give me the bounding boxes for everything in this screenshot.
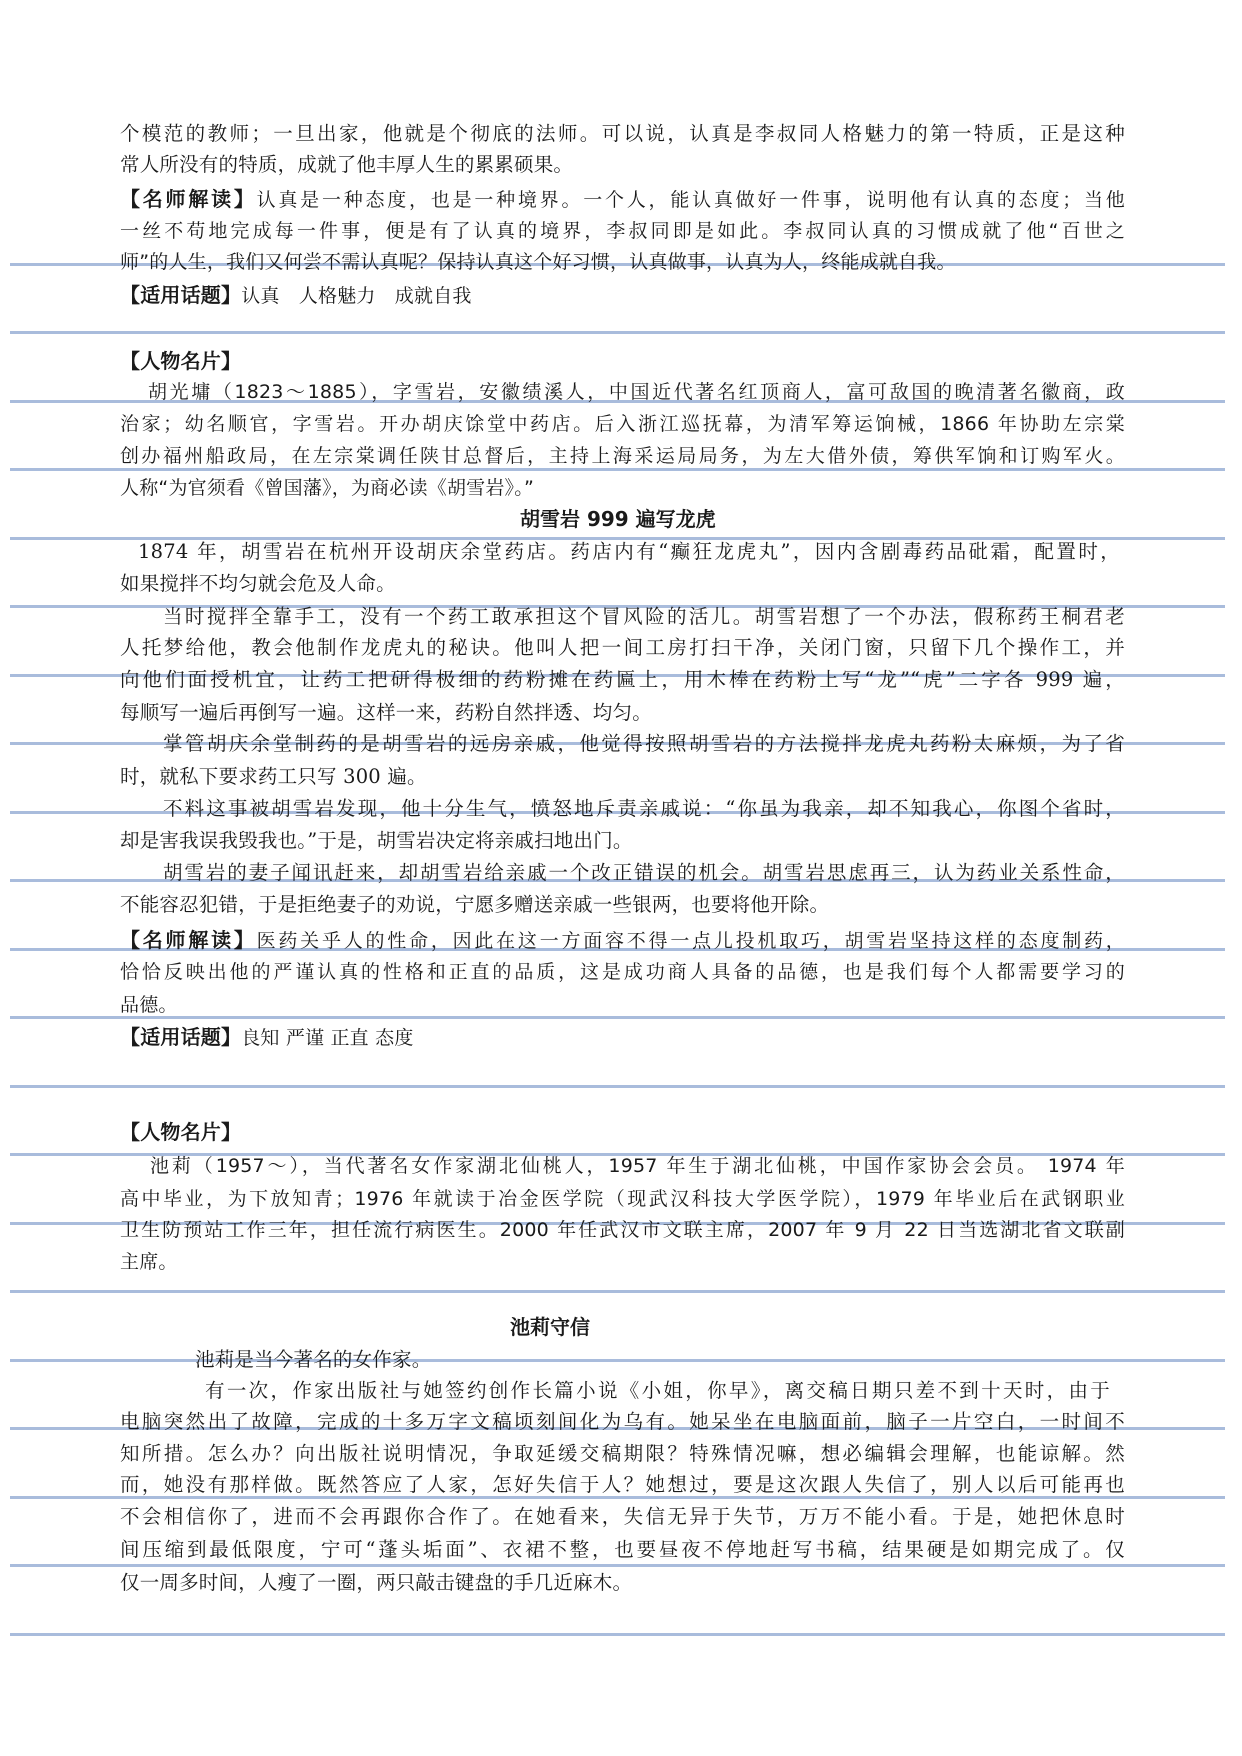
commentary-tag: 【名师解读】 <box>120 928 257 952</box>
rule-line <box>10 1290 1225 1293</box>
story-line: 人托梦给他，教会他制作龙虎丸的秘诀。他叫人把一间工房打扫干净，关闭门窗，只留下几个操作工，并 <box>120 636 1125 659</box>
profile-heading <box>120 1119 1125 1146</box>
commentary-line: 一丝不苟地完成每一件事，便是有了认真的境界，李叔同即是如此。李叔同认真的习惯成就了他“百世之 <box>120 220 1125 242</box>
story-line: 1874 年，胡雪岩在杭州开设胡庆余堂药店。药店内有“癫狂龙虎丸”，因内含剧毒药品砒霜，配置时， <box>138 540 1120 563</box>
commentary-line: 恰恰反映出他的严谨认真的性格和正直的品质，这是成功商人具备的品德，也是我们每个人都需要学习的 <box>120 961 1125 983</box>
profile-line: 胡光墉（1823～1885），字雪岩，安徽绩溪人，中国近代著名红顶商人，富可敌国的晚清著名徽商，政 <box>148 381 1125 403</box>
commentary-line <box>120 186 1125 213</box>
topics-line <box>120 1024 1125 1051</box>
story-line: 间压缩到最低限度，宁可“蓬头垢面”、衣裙不整，也要昼夜不停地赶写书稿，结果硬是如期完成了。仅 <box>120 1538 1125 1561</box>
paragraph-line: 个模范的教师；一旦出家，他就是个彻底的法师。可以说，认真是李叔同人格魅力的第一特质，正是这种 <box>120 122 1125 145</box>
story-title: 池莉守信 <box>510 1315 590 1339</box>
story-line: 有一次，作家出版社与她签约创作长篇小说《小姐，你早》，离交稿日期只差不到十天时，由于 <box>205 1379 1110 1402</box>
profile-line: 创办福州船政局，在左宗棠调任陕甘总督后，主持上海采运局局务，为左大借外债，筹供军饷和订购军火。 <box>120 445 1125 467</box>
story-line: 如果搅拌不均匀就会危及人命。 <box>120 572 396 595</box>
profile-line: 卫生防预站工作三年，担任流行病医生。2000 年任武汉市文联主席，2007 年 9 月 22 日当选湖北省文联副 <box>120 1219 1125 1241</box>
commentary-line: 师”的人生，我们又何尝不需认真呢？保持认真这个好习惯，认真做事，认真为人，终能成就自我。 <box>120 251 956 273</box>
story-line: 不能容忍犯错，于是拒绝妻子的劝说，宁愿多赠送亲戚一些银两，也要将他开除。 <box>120 893 830 916</box>
profile-line: 人称“为官须看《曾国藩》，为商必读《胡雪岩》。” <box>120 477 534 499</box>
rule-line <box>10 331 1225 334</box>
topics-tag: 【适用话题】 <box>120 283 242 307</box>
story-line: 每顺写一遍后再倒写一遍。这样一来，药粉自然拌透、均匀。 <box>120 701 652 724</box>
story-line: 胡雪岩的妻子闻讯赶来，却胡雪岩给亲戚一个改正错误的机会。胡雪岩思虑再三，认为药业关系性命， <box>163 861 1125 884</box>
commentary-line: 品德。 <box>120 994 178 1016</box>
topics-text: 认真 人格魅力 成就自我 <box>241 285 472 307</box>
topics-text: 良知 严谨 正直 态度 <box>241 1027 414 1049</box>
profile-line: 主席。 <box>120 1251 178 1273</box>
rule-line <box>10 1085 1225 1088</box>
commentary-text: 认真是一种态度，也是一种境界。一个人，能认真做好一件事，说明他有认真的态度；当他 <box>256 189 1125 211</box>
topics-line <box>120 282 1125 309</box>
story-line: 向他们面授机宜，让药工把研得极细的药粉摊在药匾上，用木棒在药粉上写“龙”“虎”二字各 999 遍， <box>120 668 1125 691</box>
topics-tag: 【适用话题】 <box>120 1025 242 1049</box>
story-line: 时，就私下要求药工只写 300 遍。 <box>120 765 427 788</box>
paragraph-line: 常人所没有的特质，成就了他丰厚人生的累累硕果。 <box>120 153 574 176</box>
commentary-text: 医药关乎人的性命，因此在这一方面容不得一点儿投机取巧，胡雪岩坚持这样的态度制药， <box>256 930 1125 952</box>
profile-tag: 【人物名片】 <box>120 349 242 373</box>
story-line: 却是害我误我毁我也。”于是，胡雪岩决定将亲戚扫地出门。 <box>120 829 633 852</box>
profile-line: 高中毕业，为下放知青；1976 年就读于冶金医学院（现武汉科技大学医学院），1979 年毕业后在武钢职业 <box>120 1188 1125 1210</box>
profile-line: 池莉（1957～），当代著名女作家湖北仙桃人，1957 年生于湖北仙桃，中国作家协会会员。 1974 年 <box>150 1155 1125 1177</box>
story-title: 胡雪岩 999 遍写龙虎 <box>520 507 716 531</box>
profile-line: 治家；幼名顺官，字雪岩。开办胡庆馀堂中药店。后入浙江巡抚幕，为清军筹运饷械，1866 年协助左宗棠 <box>120 413 1125 435</box>
profile-tag: 【人物名片】 <box>120 1120 242 1144</box>
story-line: 仅一周多时间，人瘦了一圈，两只敲击键盘的手几近麻木。 <box>120 1571 633 1594</box>
story-line: 不会相信你了，进而不会再跟你合作了。在她看来，失信无异于失节，万万不能小看。于是，她把休息时 <box>120 1505 1125 1528</box>
rule-line <box>10 1633 1225 1636</box>
story-line: 知所措。怎么办？向出版社说明情况，争取延缓交稿期限？特殊情况嘛，想必编辑会理解，也能谅解。然 <box>120 1442 1125 1465</box>
story-line: 不料这事被胡雪岩发现，他十分生气，愤怒地斥责亲戚说：“你虽为我亲，却不知我心，你图个省时， <box>163 797 1125 820</box>
story-line: 掌管胡庆余堂制药的是胡雪岩的远房亲戚，他觉得按照胡雪岩的方法搅拌龙虎丸药粉太麻烦，为了省 <box>163 732 1125 755</box>
story-line: 池莉是当今著名的女作家。 <box>195 1348 432 1371</box>
story-line: 而，她没有那样做。既然答应了人家，怎好失信于人？她想过，要是这次跟人失信了，别人以后可能再也 <box>120 1473 1125 1496</box>
profile-heading <box>120 348 1125 375</box>
commentary-line <box>120 927 1125 954</box>
story-line: 电脑突然出了故障，完成的十多万字文稿顷刻间化为乌有。她呆坐在电脑面前，脑子一片空白，一时间不 <box>120 1410 1125 1433</box>
story-line: 当时搅拌全靠手工，没有一个药工敢承担这个冒风险的活儿。胡雪岩想了一个办法，假称药王桐君老 <box>163 605 1125 628</box>
commentary-tag: 【名师解读】 <box>120 187 257 211</box>
rule-line <box>10 1564 1225 1567</box>
